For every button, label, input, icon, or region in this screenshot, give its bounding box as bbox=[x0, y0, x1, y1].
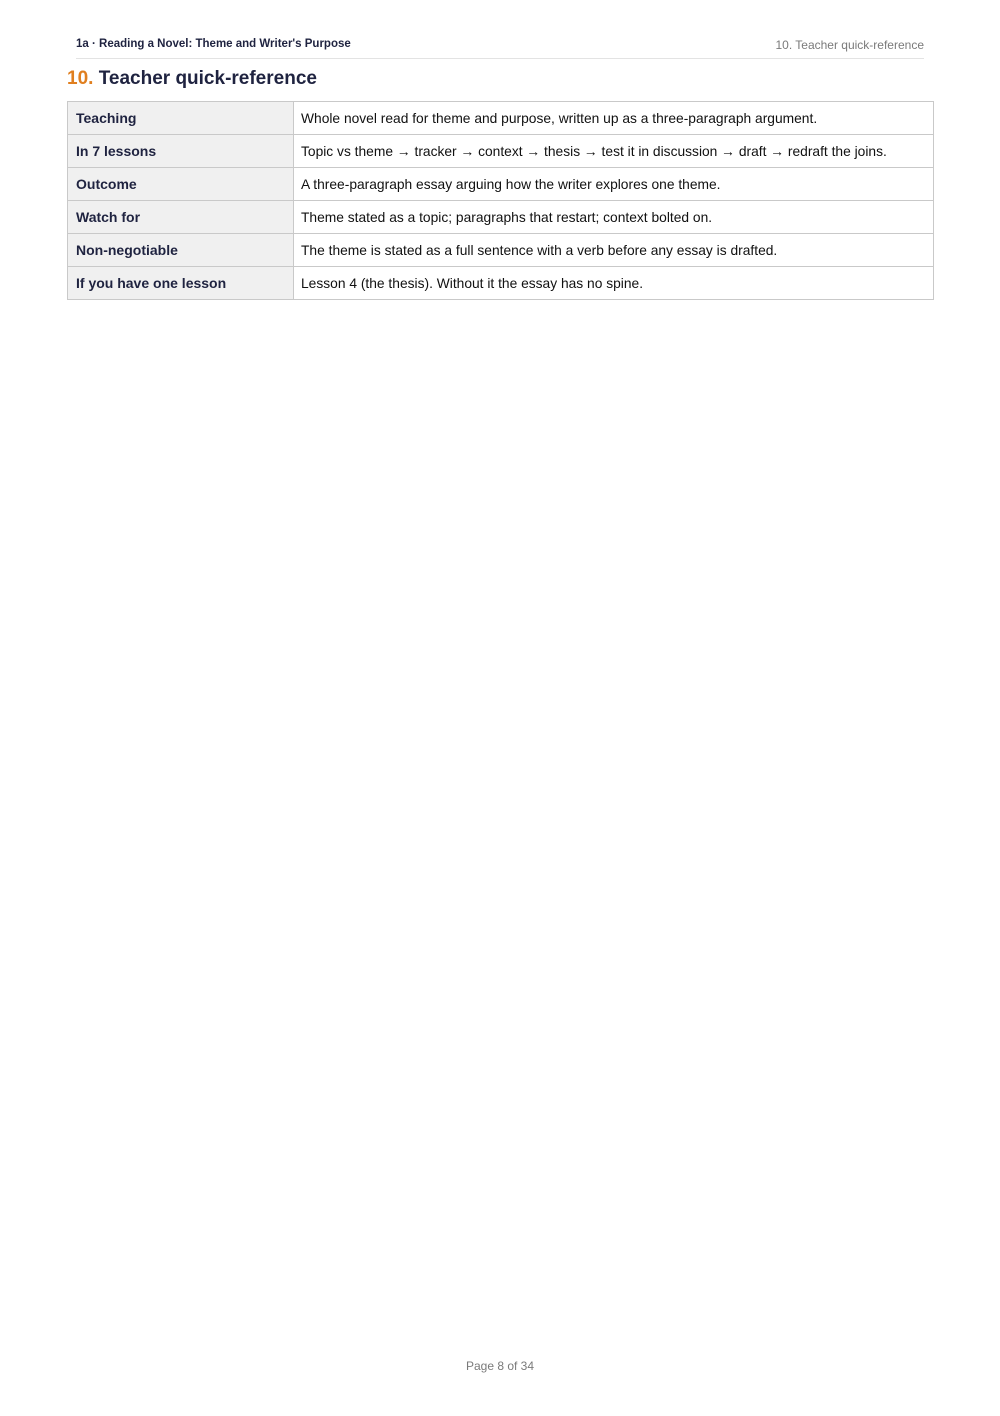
row-label: Watch for bbox=[68, 201, 294, 234]
row-value: Topic vs theme → tracker → context → thesis → test it in discussion → draft → redraft the joins. bbox=[294, 135, 934, 168]
row-label: Teaching bbox=[68, 102, 294, 135]
table-row bbox=[68, 201, 934, 234]
running-header bbox=[76, 38, 924, 59]
table-row bbox=[68, 234, 934, 267]
row-value: A three-paragraph essay arguing how the writer explores one theme. bbox=[294, 168, 934, 201]
page-number: Page 8 of 34 bbox=[465, 1359, 535, 1373]
table-row bbox=[68, 135, 934, 168]
quick-reference-table bbox=[67, 101, 934, 300]
row-value: The theme is stated as a full sentence with a verb before any essay is drafted. bbox=[294, 234, 934, 267]
section-number: 10. bbox=[67, 68, 94, 89]
row-value: Theme stated as a topic; paragraphs that restart; context bolted on. bbox=[294, 201, 934, 234]
section-heading bbox=[67, 68, 317, 90]
document-title: 1a · Reading a Novel: Theme and Writer's Purpose bbox=[76, 38, 351, 50]
table-row bbox=[68, 168, 934, 201]
row-label: In 7 lessons bbox=[68, 135, 294, 168]
row-label: Outcome bbox=[68, 168, 294, 201]
row-label: If you have one lesson bbox=[68, 267, 294, 300]
table-row bbox=[68, 102, 934, 135]
row-value: Whole novel read for theme and purpose, written up as a three-paragraph argument. bbox=[294, 102, 934, 135]
table-row bbox=[68, 267, 934, 300]
header-section-reference: 10. Teacher quick-reference bbox=[775, 38, 924, 52]
row-value: Lesson 4 (the thesis). Without it the essay has no spine. bbox=[294, 267, 934, 300]
section-title: Teacher quick-reference bbox=[98, 68, 317, 89]
row-label: Non-negotiable bbox=[68, 234, 294, 267]
